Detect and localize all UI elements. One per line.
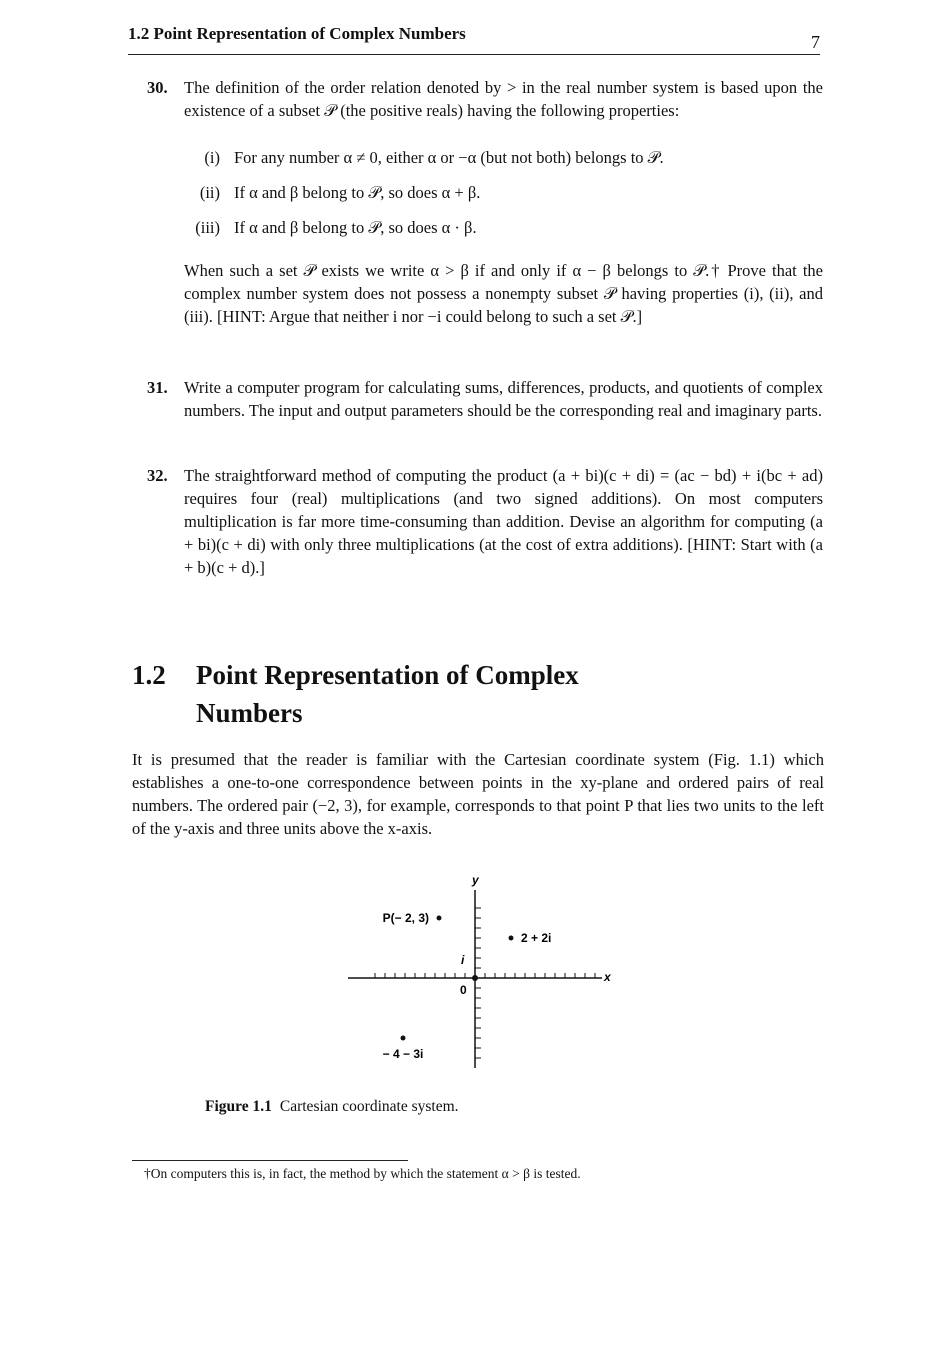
property-label: (ii) <box>199 183 220 202</box>
x-axis-label: x <box>604 970 611 984</box>
property-item <box>184 210 823 245</box>
point-p-label: P(− 2, 3) <box>382 911 429 925</box>
exercise-number: 30. <box>147 78 168 97</box>
point-2-plus-2i-label: 2 + 2i <box>521 931 552 945</box>
i-label: i <box>461 953 465 967</box>
running-head-title: 1.2 Point Representation of Complex Numbers <box>128 24 466 43</box>
section-number: 1.2 <box>132 660 166 690</box>
point-minus-4-minus-3i-label: − 4 − 3i <box>382 1047 424 1061</box>
exercise-32 <box>147 464 823 579</box>
figure-caption-label: Figure 1.1 <box>205 1098 272 1115</box>
footnote-rule <box>132 1160 408 1161</box>
y-axis-ticks <box>475 908 481 1058</box>
exercise-31 <box>147 376 823 422</box>
property-item <box>184 140 823 175</box>
property-text: If α and β belong to 𝒫, so does α + β. <box>234 183 481 202</box>
figure-svg <box>330 868 630 1078</box>
origin-label: 0 <box>460 983 467 997</box>
point-minus-4-minus-3i-dot <box>401 1036 406 1041</box>
footnote: †On computers this is, in fact, the method by which the statement α > β is tested. <box>144 1166 581 1181</box>
property-text: For any number α ≠ 0, either α or −α (but not both) belongs to 𝒫. <box>234 148 664 167</box>
page-number: 7 <box>811 32 820 52</box>
exercise-number: 31. <box>147 378 168 397</box>
y-axis-label: y <box>472 873 479 887</box>
figure-caption <box>205 1098 459 1116</box>
exercise-continuation: When such a set 𝒫 exists we write α > β if and only if α − β belongs to 𝒫.† Prove that the complex number system does not possess a nonempty subset 𝒫 having properties (i), (ii), and (iii). [HINT: Argue that neither i nor −i could belong to such a set 𝒫.] <box>184 261 823 326</box>
section-paragraph: It is presumed that the reader is familiar with the Cartesian coordinate system (Fig. 1.1) which establishes a one-to-one correspondence between points in the xy-plane and ordered pairs of real numbers. The ordered pair (−2, 3), for example, corresponds to that point P that lies two units to the left of the y-axis and three units above the x-axis. <box>132 750 824 838</box>
exercise-number: 32. <box>147 466 168 485</box>
property-list <box>184 140 823 245</box>
figure-cartesian <box>330 868 630 1078</box>
origin-dot <box>472 975 478 981</box>
running-head <box>128 22 820 55</box>
property-text: If α and β belong to 𝒫, so does α · β. <box>234 218 477 237</box>
exercise-intro: The definition of the order relation denoted by > in the real number system is based upon the existence of a subset 𝒫 (the positive reals) having the following properties: <box>184 78 823 120</box>
property-item <box>184 175 823 210</box>
point-p-dot <box>437 916 442 921</box>
section-title-line-1: Point Representation of Complex <box>196 660 579 690</box>
property-label: (i) <box>204 148 220 167</box>
property-label: (iii) <box>195 218 220 237</box>
section-title-line-2: Numbers <box>196 698 303 728</box>
figure-caption-text: Cartesian coordinate system. <box>279 1098 459 1115</box>
exercise-30 <box>147 76 823 328</box>
exercise-text: Write a computer program for calculating sums, differences, products, and quotients of complex numbers. The input and output parameters should be the corresponding real and imaginary parts. <box>184 378 823 420</box>
exercise-text: The straightforward method of computing the product (a + bi)(c + di) = (ac − bd) + i(bc + ad) requires four (real) multiplications (and two signed additions). On most computers multiplication is far more time-consuming than addition. Devise an algorithm for computing (a + bi)(c + di) with only three multiplications (at the cost of extra additions). [HINT: Start with (a + b)(c + d).] <box>184 466 823 577</box>
point-2-plus-2i-dot <box>509 936 514 941</box>
section-heading <box>132 656 752 732</box>
